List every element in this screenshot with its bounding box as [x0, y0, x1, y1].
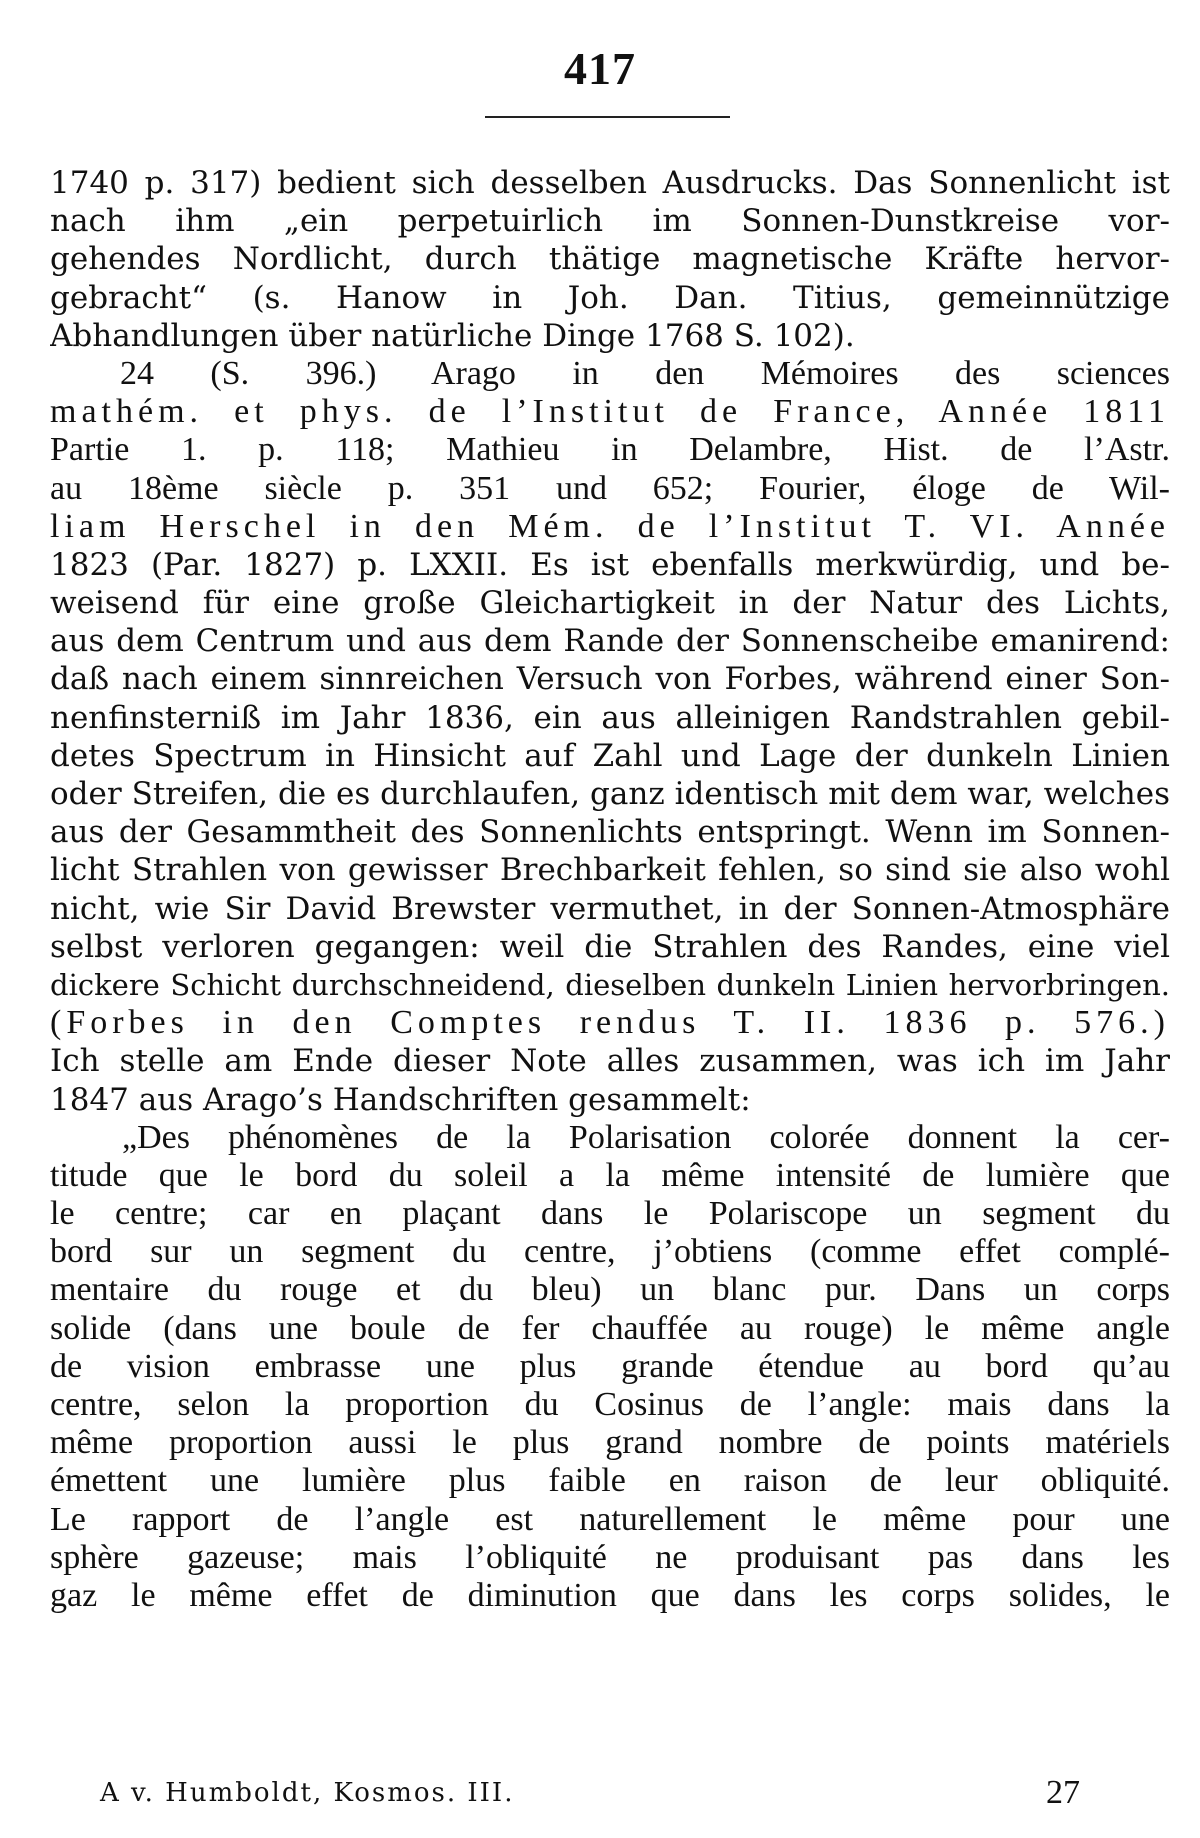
text-line: weisend für eine große Gleichartigkeit in der Natur des Lichts, — [50, 585, 1170, 622]
text-line: au 18ème siècle p. 351 und 652; Fourier, éloge de Wil- — [50, 469, 1170, 507]
text-line: Ich stelle am Ende dieser Note alles zusammen, was ich im Jahr — [50, 1043, 1170, 1080]
header-rule — [485, 116, 730, 118]
text-line: (Forbes in den Comptes rendus T. II. 1836 p. 576.) — [50, 1004, 1170, 1042]
text-line: 1847 aus Arago’s Handschriften gesammelt: — [50, 1081, 751, 1118]
text-line: oder Streifen, die es durchlaufen, ganz identisch mit dem war, welches — [50, 776, 1170, 812]
text-line: le centre; car en plaçant dans le Polariscope un segment du — [50, 1195, 1170, 1233]
text-line: aus der Gesammtheit des Sonnenlichts entspringt. Wenn im Sonnen- — [50, 814, 1170, 851]
text-line: centre, selon la proportion du Cosinus de l’angle: mais dans la — [50, 1386, 1170, 1423]
text-line: de vision embrasse une plus grande étendue au bord qu’au — [50, 1347, 1170, 1385]
body-text — [50, 164, 1170, 1615]
text-line: sphère gazeuse; mais l’obliquité ne produisant pas dans les — [50, 1538, 1170, 1576]
text-line: nenfinsterniß im Jahr 1836, ein aus alleinigen Randstrahlen gebil- — [50, 699, 1170, 736]
footer-signature: A v. Humboldt, Kosmos. III. — [100, 1778, 515, 1808]
text-line: émettent une lumière plus faible en raison de leur obliquité. — [50, 1462, 1170, 1500]
footnote-start-line: 24 (S. 396.) Arago in den Mémoires des sciences — [120, 354, 1170, 392]
text-line: bord sur un segment du centre, j’obtiens (comme effet complé- — [50, 1233, 1170, 1271]
text-line: dickere Schicht durchschneidend, dieselben dunkeln Linien hervorbringen. — [50, 967, 1170, 1002]
text-line: detes Spectrum in Hinsicht auf Zahl und Lage der dunkeln Linien — [50, 737, 1170, 774]
text-line: 1823 (Par. 1827) p. LXXII. Es ist ebenfalls merkwürdig, und be- — [50, 546, 1170, 583]
text-line: 1740 p. 317) bedient sich desselben Ausdrucks. Das Sonnenlicht ist — [50, 165, 1170, 201]
text-line: nach ihm „ein perpetuirlich im Sonnen-Dunstkreise vor- — [50, 203, 1170, 240]
sheet-number: 27 — [1046, 1774, 1080, 1811]
text-line: Le rapport de l’angle est naturellement le même pour une — [50, 1500, 1170, 1538]
page-footer — [100, 1774, 1100, 1818]
text-line: solide (dans une boule de fer chauffée au rouge) le même angle — [50, 1309, 1170, 1347]
text-line: Abhandlungen über natürliche Dinge 1768 S. 102). — [50, 317, 855, 354]
text-line: titude que le bord du soleil a la même intensité de lumière que — [50, 1156, 1170, 1194]
quote-start-line: „Des phénomènes de la Polarisation colorée donnent la cer- — [122, 1118, 1170, 1156]
text-line: aus dem Centrum und aus dem Rande der Sonnenscheibe emanirend: — [50, 623, 1170, 660]
text-line: licht Strahlen von gewisser Brechbarkeit fehlen, so sind sie also wohl — [50, 852, 1170, 889]
text-line: nicht, wie Sir David Brewster vermuthet, in der Sonnen-Atmosphäre — [50, 890, 1170, 927]
text-line: mathém. et phys. de l’Institut de France, Année 1811 — [50, 393, 1170, 431]
text-line: liam Herschel in den Mém. de l’Institut T. VI. Année — [50, 507, 1170, 545]
text-line: mentaire du rouge et du bleu) un blanc pur. Dans un corps — [50, 1271, 1170, 1309]
text-line: gehendes Nordlicht, durch thätige magnetische Kräfte hervor- — [50, 241, 1170, 278]
text-line: daß nach einem sinnreichen Versuch von Forbes, während einer Son- — [50, 661, 1170, 698]
text-line: Partie 1. p. 118; Mathieu in Delambre, Hist. de l’Astr. — [50, 431, 1170, 469]
text-line: gebracht“ (s. Hanow in Joh. Dan. Titius, gemeinnützige — [50, 279, 1170, 316]
page-number: 417 — [564, 43, 636, 94]
text-line: selbst verloren gegangen: weil die Strahlen des Randes, eine viel — [50, 928, 1170, 965]
text-line: gaz le même effet de diminution que dans les corps solides, le — [50, 1576, 1170, 1614]
text-line: même proportion aussi le plus grand nombre de points matériels — [50, 1424, 1170, 1462]
